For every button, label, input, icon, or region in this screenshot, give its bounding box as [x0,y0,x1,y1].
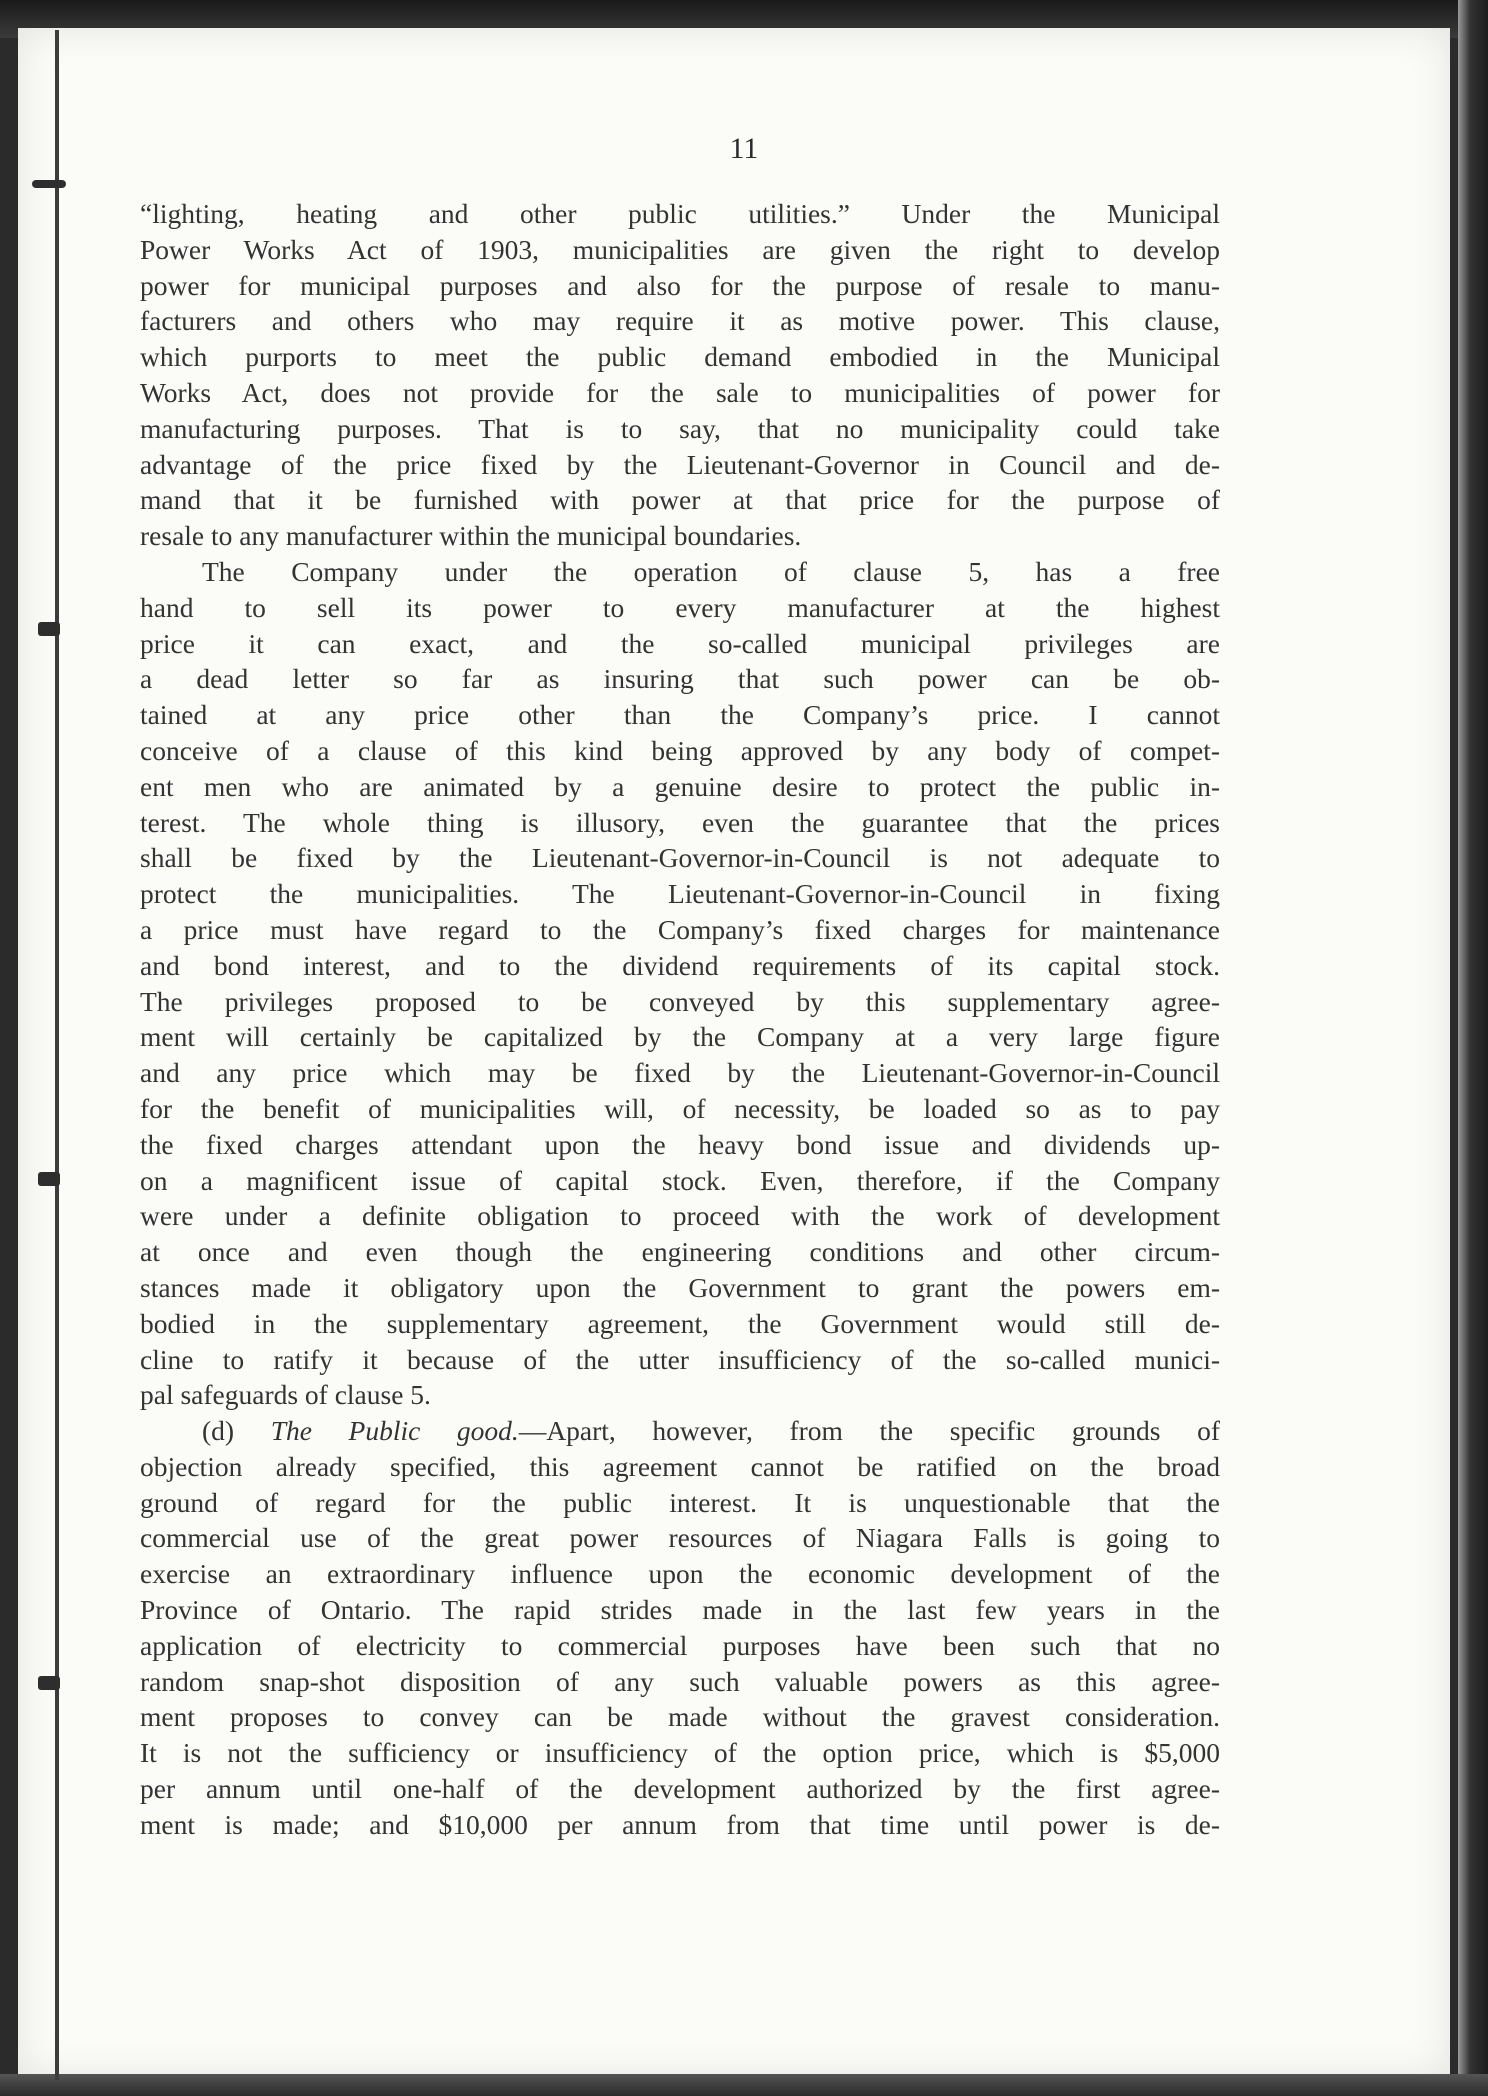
text-line: pal safeguards of clause 5. [140,1379,431,1411]
binding-mark [38,1172,60,1186]
text-line: bodied in the supplementary agreement, the Government would still de- [140,1307,1220,1339]
text-line: It is not the sufficiency or insufficiency of the option price, which is $5,000 [140,1737,1220,1769]
section-heading-rest: —Apart, however, from the specific grounds of [518,1415,1220,1447]
text-line: Province of Ontario. The rapid strides made in the last few years in the [140,1594,1220,1626]
text-line: ground of regard for the public interest. It is unquestionable that the [140,1486,1220,1518]
text-line: a dead letter so far as insuring that such power can be ob- [140,663,1220,695]
scan-right-edge [1458,0,1488,2096]
text-line: shall be fixed by the Lieutenant-Governor-in-Council is not adequate to [140,842,1220,874]
section-label: (d) [202,1415,271,1447]
text-line: random snap-shot disposition of any such valuable powers as this agree- [140,1665,1220,1697]
scan-bottom-edge [0,2074,1488,2096]
binding-mark [32,180,66,188]
text-line: stances made it obligatory upon the Government to grant the powers em- [140,1271,1220,1303]
binding-mark [38,1676,60,1690]
text-line: ment proposes to convey can be made without the gravest consideration. [140,1701,1220,1733]
text-line: hand to sell its power to every manufacturer at the highest [140,591,1220,623]
text-line: ent men who are animated by a genuine desire to protect the public in- [140,770,1220,802]
section-heading-line [140,1413,1220,1449]
text-line: advantage of the price fixed by the Lieutenant-Governor in Council and de- [140,448,1220,480]
text-line: tained at any price other than the Company’s price. I cannot [140,699,1220,731]
text-line: objection already specified, this agreement cannot be ratified on the broad [140,1450,1220,1482]
text-line: conceive of a clause of this kind being approved by any body of compet- [140,734,1220,766]
text-line: price it can exact, and the so-called municipal privileges are [140,627,1220,659]
text-line: mand that it be furnished with power at that price for the purpose of [140,484,1220,516]
text-line: application of electricity to commercial purposes have been such that no [140,1629,1220,1661]
text-line: which purports to meet the public demand embodied in the Municipal [140,341,1220,373]
binding-mark [38,622,60,636]
text-line: at once and even though the engineering conditions and other circum- [140,1236,1220,1268]
text-line: were under a definite obligation to proceed with the work of development [140,1200,1220,1232]
text-line: exercise an extraordinary influence upon the economic development of the [140,1558,1220,1590]
binding-line [55,30,59,2080]
text-line: protect the municipalities. The Lieutenant-Governor-in-Council in fixing [140,878,1220,910]
text-line: cline to ratify it because of the utter insufficiency of the so-called munici- [140,1343,1220,1375]
text-line: Works Act, does not provide for the sale to municipalities of power for [140,376,1220,408]
text-line: for the benefit of municipalities will, of necessity, be loaded so as to pay [140,1092,1220,1124]
text-line: ment is made; and $10,000 per annum from that time until power is de- [140,1808,1220,1840]
body-text [140,196,1220,1843]
text-line: Power Works Act of 1903, municipalities are given the right to develop [140,233,1220,265]
text-line: per annum until one-half of the development authorized by the first agree- [140,1773,1220,1805]
paragraph-2 [140,554,1220,1413]
text-line: The Company under the operation of clause 5, has a free [202,555,1220,587]
text-line: and any price which may be fixed by the Lieutenant-Governor-in-Council [140,1057,1220,1089]
text-line: power for municipal purposes and also for the purpose of resale to manu- [140,269,1220,301]
paragraph-1 [140,196,1220,554]
text-line: terest. The whole thing is illusory, even the guarantee that the prices [140,806,1220,838]
text-line: the fixed charges attendant upon the heavy bond issue and dividends up- [140,1128,1220,1160]
section-heading: The Public good. [270,1415,519,1447]
text-line: and bond interest, and to the dividend requirements of its capital stock. [140,949,1220,981]
paragraph-3 [140,1413,1220,1843]
text-line: “lighting, heating and other public utilities.” Under the Municipal [140,198,1220,229]
text-line: a price must have regard to the Company’s fixed charges for maintenance [140,913,1220,945]
text-line: ment will certainly be capitalized by the Company at a very large figure [140,1021,1220,1053]
text-line: facturers and others who may require it as motive power. This clause, [140,305,1220,337]
text-line: resale to any manufacturer within the municipal boundaries. [140,520,802,552]
text-line: commercial use of the great power resources of Niagara Falls is going to [140,1522,1220,1554]
text-line: The privileges proposed to be conveyed by this supplementary agree- [140,985,1220,1017]
text-line: manufacturing purposes. That is to say, that no municipality could take [140,412,1220,444]
text-line: on a magnificent issue of capital stock. Even, therefore, if the Company [140,1164,1220,1196]
page-number: 11 [729,132,759,165]
